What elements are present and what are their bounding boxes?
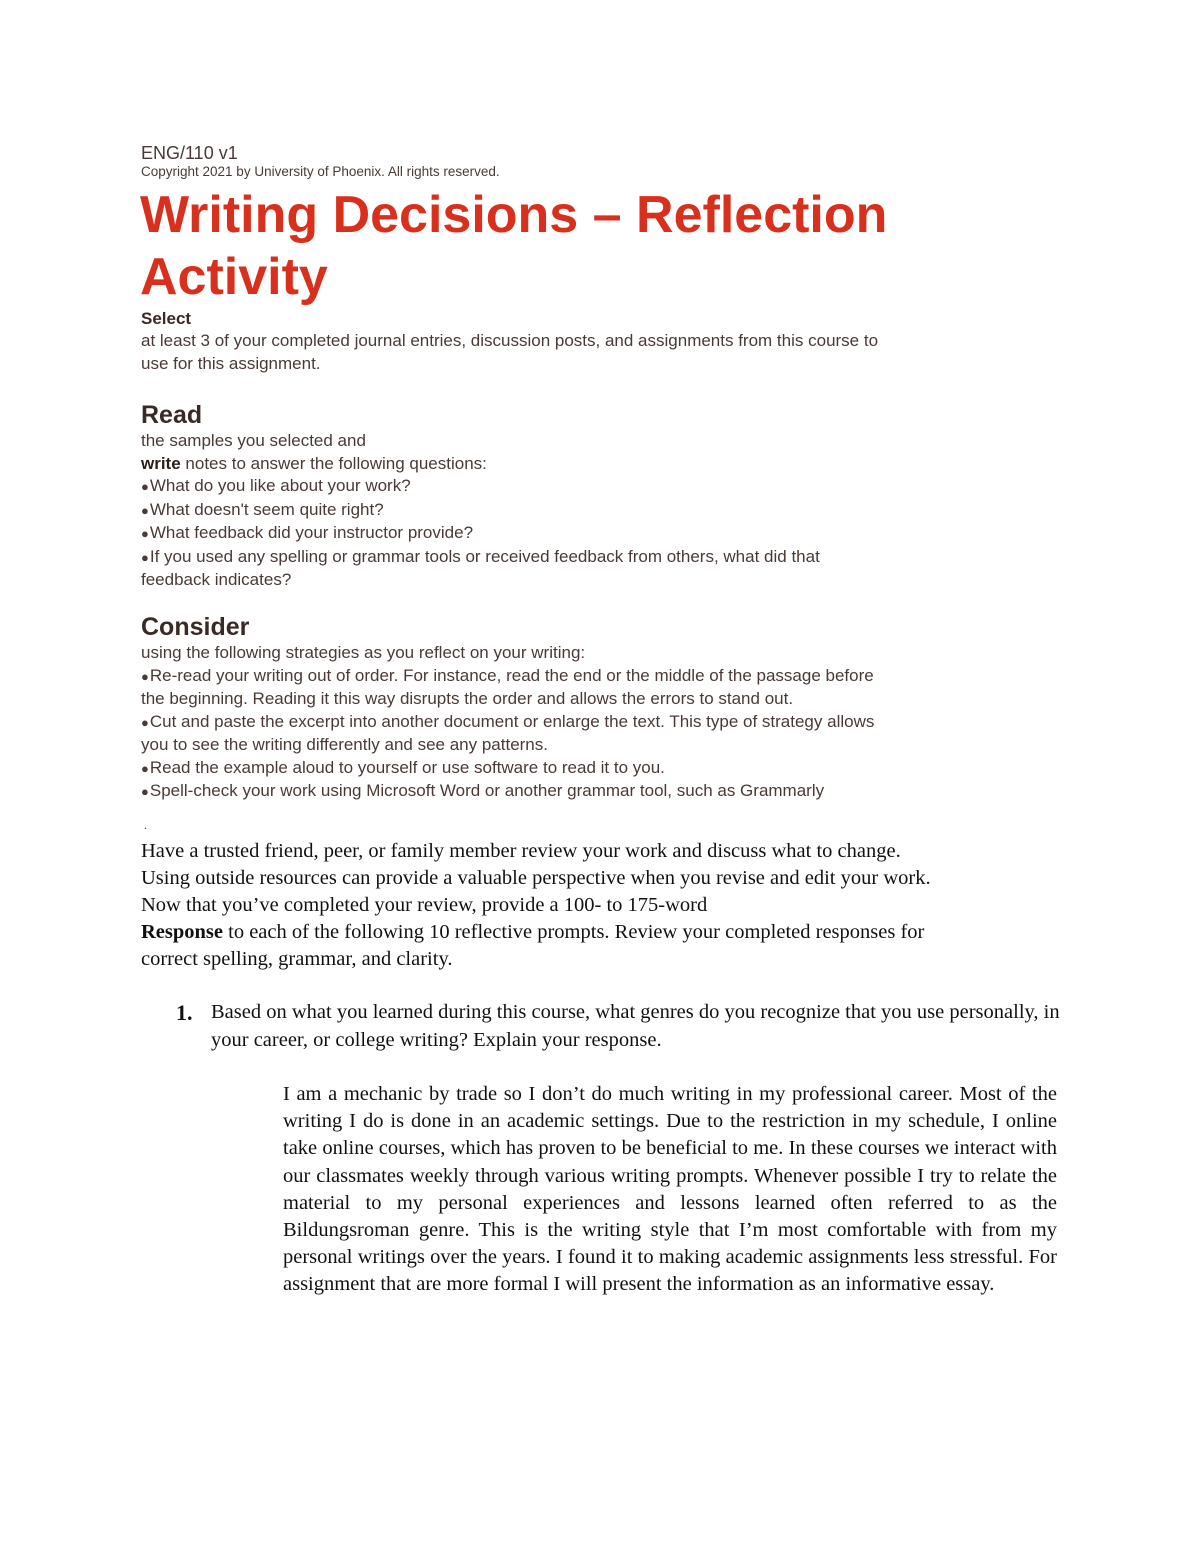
strategy-item (141, 665, 1021, 689)
read-section (141, 400, 1021, 592)
instruction-line (141, 919, 1061, 946)
select-line: use for this assignment. (141, 353, 321, 373)
bullet-icon: ● (141, 714, 149, 730)
bullet-icon: ● (141, 760, 149, 776)
prompt-answer: I am a mechanic by trade so I don’t do much writing in my professional career. Most of the writing I do is done in an academic settings. Due to the restriction in my schedule, I online take online courses, which has proven to be beneficial to me. In these courses we interact with our classmates weekly through various writing prompts. Whenever possible I try to relate the material to my personal experiences and lessons learned often referred to as the Bildungsroman genre. This is the writing style that I’m most comfortable with from my personal writings over the years. I found it to making academic assignments less stressful. For assignment that are more formal I will present the information as an informative essay. (283, 1083, 1057, 1296)
read-heading: Read (141, 401, 203, 429)
strategy-continuation: you to see the writing differently and see any patterns. (141, 735, 548, 754)
select-section (141, 308, 1021, 375)
strategy-item (141, 780, 1021, 804)
strategy-text: Spell-check your work using Microsoft Word or another grammar tool, such as Grammarly (149, 781, 825, 800)
question-text: If you used any spelling or grammar tools or received feedback from others, what did that (149, 546, 820, 566)
write-rest: notes to answer the following questions: (180, 453, 487, 473)
copyright-notice: Copyright 2021 by University of Phoenix. All rights reserved. (141, 164, 500, 179)
bullet-icon: ● (141, 502, 149, 518)
instruction-line: Have a trusted friend, peer, or family member review your work and discuss what to change. (141, 840, 901, 862)
read-intro: the samples you selected and (141, 431, 366, 450)
course-code: ENG/110 v1 (141, 143, 238, 163)
question-item (141, 475, 1021, 499)
write-label: write (141, 453, 181, 473)
strategy-text: Read the example aloud to yourself or use software to read it to you. (149, 757, 665, 777)
question-continuation: feedback indicates? (141, 570, 292, 589)
select-text (141, 330, 1021, 375)
question-text: What doesn't seem quite right? (149, 499, 384, 519)
bullet-icon: ● (141, 784, 149, 799)
select-line: at least 3 of your completed journal entries, discussion posts, and assignments from this course to (141, 331, 879, 350)
question-item (141, 499, 1021, 523)
strategy-continuation: the beginning. Reading it this way disrupts the order and allows the errors to stand out. (141, 689, 794, 708)
strategy-item (141, 711, 1021, 735)
instructions-paragraph (141, 838, 1061, 973)
consider-intro: using the following strategies as you reflect on your writing: (141, 643, 586, 662)
consider-section (141, 612, 1021, 804)
question-text: What do you like about your work? (149, 476, 411, 495)
consider-text (141, 642, 1021, 804)
bullet-icon: ● (141, 549, 149, 565)
stray-period: . (144, 818, 147, 832)
question-text: What feedback did your instructor provide? (149, 523, 474, 542)
read-text (141, 430, 1021, 592)
prompt-number: 1. (176, 1000, 193, 1025)
question-item (141, 546, 1021, 570)
strategy-text: Re-read your writing out of order. For instance, read the end or the middle of the passage before (149, 665, 874, 685)
document-title: Writing Decisions – Reflection Activity (140, 186, 888, 306)
select-label: Select (141, 309, 192, 328)
prompt-question: Based on what you learned during this course, what genres do you recognize that you use personally, in your career, or college writing? Explain your response. (211, 1001, 1060, 1051)
question-item (141, 522, 1021, 546)
instruction-line: Using outside resources can provide a valuable perspective when you revise and edit your work. (141, 867, 931, 889)
response-label: Response (141, 921, 224, 943)
bullet-icon: ● (141, 668, 149, 684)
bullet-icon: ● (141, 479, 149, 494)
consider-heading: Consider (141, 613, 250, 641)
instruction-line: Now that you’ve completed your review, provide a 100- to 175-word (141, 894, 708, 916)
bullet-icon: ● (141, 526, 149, 541)
strategy-text: Cut and paste the excerpt into another document or enlarge the text. This type of strategy allows (149, 711, 875, 731)
instruction-line: correct spelling, grammar, and clarity. (141, 948, 453, 970)
write-line (141, 453, 1021, 476)
instruction-rest: to each of the following 10 reflective prompts. Review your completed responses for (223, 921, 925, 943)
strategy-item (141, 757, 1021, 781)
